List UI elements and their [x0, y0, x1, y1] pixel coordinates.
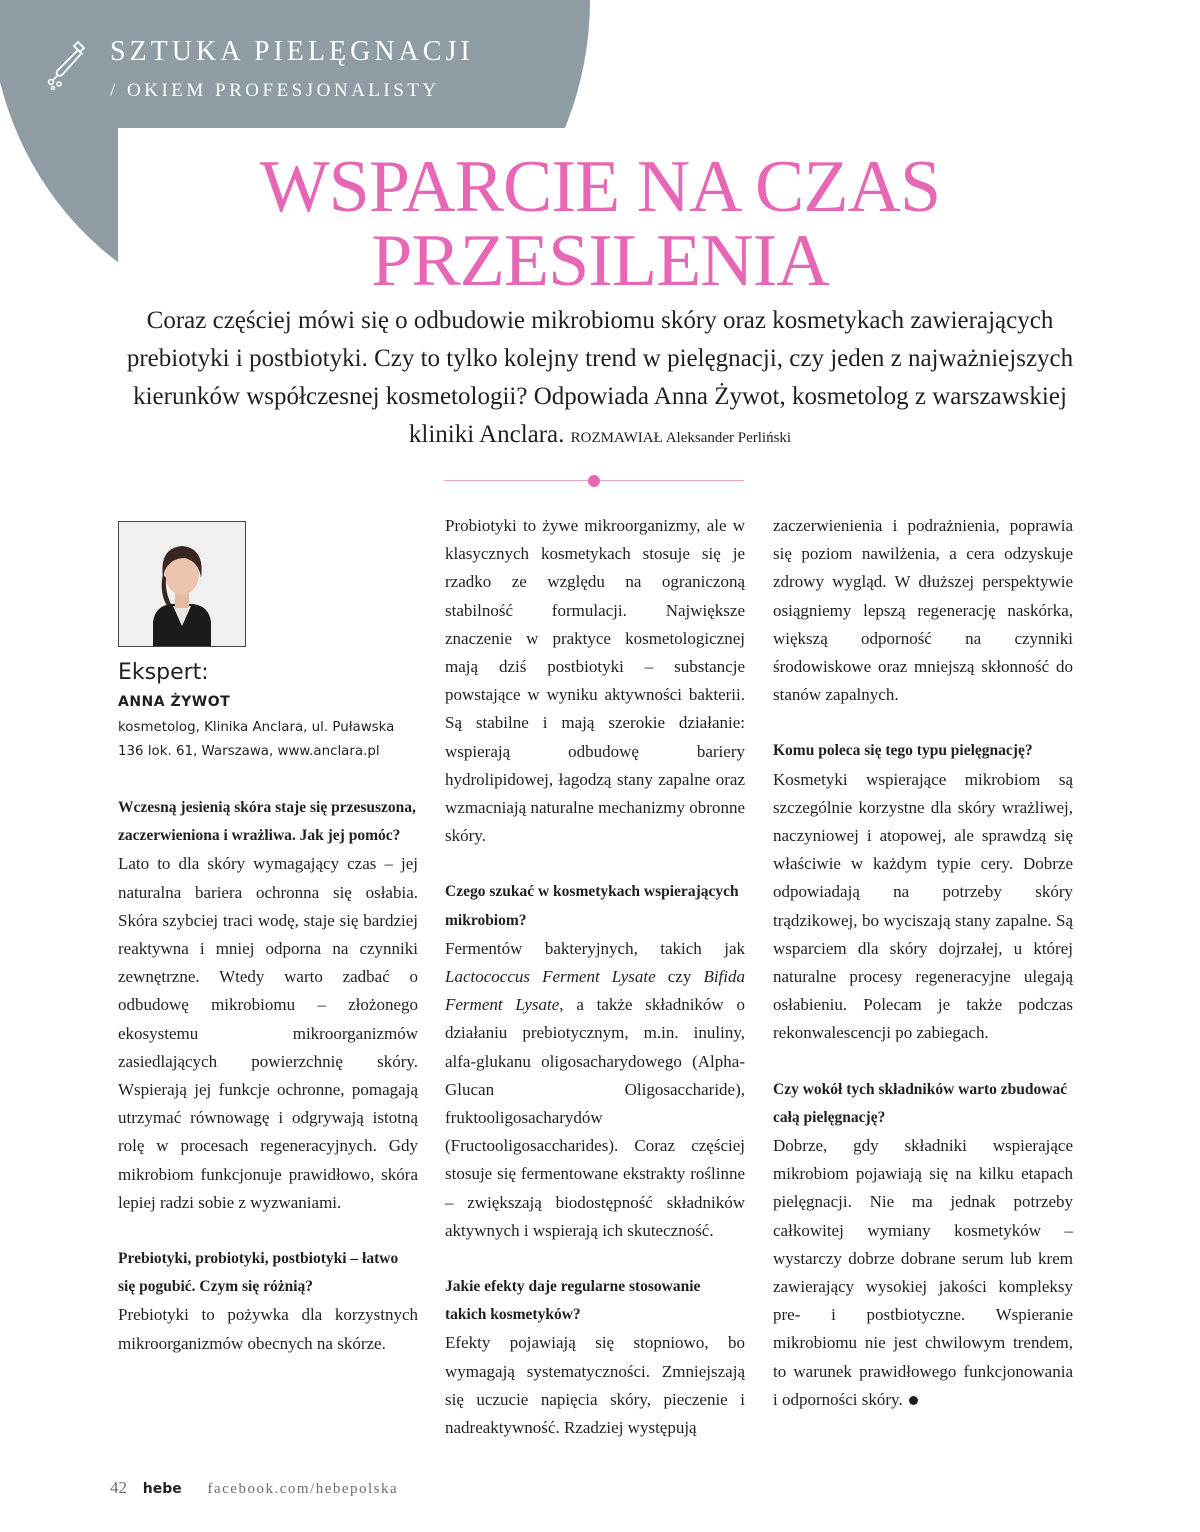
question-3: Czego szukać w kosmetykach wspierających mikrobiom? [445, 883, 739, 929]
answer-3-part: Fermentów bakteryjnych, takich jak [445, 938, 745, 958]
answer-4-continued: zaczerwienienia i podrażnienia, poprawia się poziom nawilżenia, a cera odzyskuje zdrowy wygląd. W dłuższej perspektywie osiągniemy lepszą regenerację naskórka, większą odporność na czynniki środowiskowe oraz mniejszą skłonność do stanów zapalnych. [773, 516, 1073, 705]
article-title [150, 146, 1050, 302]
answer-4: Efekty pojawiają się stopniowo, bo wymagają systematyczności. Zmniejszają się uczucie napięcia skóry, pieczenie i nadreaktywność. Rzadziej występują [445, 1333, 745, 1438]
question-1: Wczesną jesienią skóra staje się przesuszona, zaczerwieniona i wrażliwa. Jak jej pomóc? [118, 799, 416, 845]
question-5: Komu poleca się tego typu pielęgnację? [773, 742, 1033, 760]
title-line-1: WSPARCIE NA CZAS [259, 146, 941, 228]
separator-dot [588, 475, 600, 487]
page-footer [110, 1478, 398, 1498]
end-mark-icon [909, 1396, 918, 1405]
answer-3-part: , a także składników o działaniu prebiotycznym, m.in. inuliny, alfa-glukanu oligosacharydowego (Alpha-Glucan Oligosaccharide), fruktooligosacharydów (Fructooligosaccharides). Coraz częściej stosuje się fermentowane ekstrakty roślinne – zwiększają biodostępność składników aktywnych i wspierają ich skuteczność. [445, 995, 745, 1240]
question-2: Prebiotyki, probiotyki, postbiotyki – łatwo się pogubić. Czym się różnią? [118, 1250, 399, 1296]
title-line-2: PRZESILENIA [371, 220, 829, 302]
article-lead [118, 302, 1082, 457]
article-column-2 [445, 512, 745, 1442]
question-6: Czy wokół tych składników warto zbudować całą pielęgnację? [773, 1080, 1068, 1126]
article-column-1 [118, 794, 418, 1358]
expert-name: ANNA ŻYWOT [118, 694, 231, 710]
byline: ROZMAWIAŁ Aleksander Perliński [570, 430, 792, 446]
answer-1: Lato to dla skóry wymagający czas – jej naturalna bariera ochronna się osłabia. Skóra szybciej traci wodę, staje się bardziej reaktywna i mniej odporna na czynniki zewnętrzne. Wtedy warto zadbać o odbudowę mikrobiomu – złożonego ekosystemu mikroorganizmów zasiedlających powierzchnię skóry. Wspierają jej funkcje ochronne, pomagają utrzymać równowagę i odgrywają istotną rolę w procesach regeneracyjnych. Gdy mikrobiom funkcjonuje prawidłowo, skóra lepiej radzi sobie z wyzwaniami. [118, 854, 418, 1212]
page-number: 42 [110, 1478, 127, 1497]
brand-logo: hebe [142, 1481, 182, 1497]
expert-photo [118, 521, 246, 647]
lead-text: Coraz częściej mówi się o odbudowie mikrobiomu skóry oraz kosmetykach zawierających prebiotyki i postbiotyki. Czy to tylko kolejny trend w pielęgnacji, czy jeden z najważniejszych kierunków współczesnej kosmetologii? Odpowiada Anna Żywot, kosmetolog z warszawskiej kliniki Anclara. [126, 307, 1074, 448]
dropper-icon [42, 38, 88, 90]
answer-3-part: czy [655, 967, 704, 987]
ingredient-name: Lactococcus Ferment Lysate [445, 967, 656, 987]
expert-portrait [119, 522, 245, 646]
ingredient-name: Bifida Ferment Lysate [445, 967, 745, 1015]
section-title: SZTUKA PIELĘGNACJI [110, 36, 474, 67]
footer-link[interactable]: facebook.com/hebepolska [207, 1481, 399, 1497]
section-subtitle: / OKIEM PROFESJONALISTY [110, 80, 440, 101]
expert-label: Ekspert: [118, 660, 209, 685]
answer-2-continued: Probiotyki to żywe mikroorganizmy, ale w klasycznych kosmetykach stosuje się je rzadko ze względu na ograniczoną stabilność formulacji. Największe znaczenie w praktyce kosmetologicznej mają dziś postbiotyki – substancje powstające w wyniku aktywności bakterii. Są stabilne i mają szerokie działanie: wspierają odbudowę bariery hydrolipidowej, łagodzą stany zapalne oraz wzmacniają naturalne mechanizmy obronne skóry. [445, 516, 745, 846]
answer-2: Prebiotyki to pożywka dla korzystnych mikroorganizmów obecnych na skórze. [118, 1305, 418, 1353]
article-column-3 [773, 512, 1073, 1414]
answer-5: Kosmetyki wspierające mikrobiom są szczególnie korzystne dla skóry wrażliwej, naczyniowej i atopowej, ale sprawdzą się właściwie w każdym typie cery. Dobrze odpowiadają na potrzeby skóry trądzikowej, bo wyciszają stany zapalne. Są wsparciem dla skóry dojrzałej, u której naturalne procesy regeneracyjne ulegają osłabieniu. Polecam je także podczas rekonwalescencji po zabiegach. [773, 769, 1073, 1043]
expert-description: kosmetolog, Klinika Anclara, ul. Puławska 136 lok. 61, Warszawa, www.anclara.pl [118, 720, 395, 759]
answer-6-text: Dobrze, gdy składniki wspierające mikrobiom pojawiają się na kilku etapach pielęgnacji. Nie ma jednak potrzeby całkowitej wymiany kosmetyków – wystarczy dobrze dobrane serum lub krem zawierający wysokiej jakości kompleksy pre- i postbiotyczne. Wspieranie mikrobiomu nie jest chwilowym trendem, to warunek prawidłowego funkcjonowania i odporności skóry. [773, 1136, 1073, 1409]
question-4: Jakie efekty daje regularne stosowanie takich kosmetyków? [445, 1278, 701, 1324]
answer-6 [773, 1132, 1073, 1414]
answer-3 [445, 935, 745, 1245]
